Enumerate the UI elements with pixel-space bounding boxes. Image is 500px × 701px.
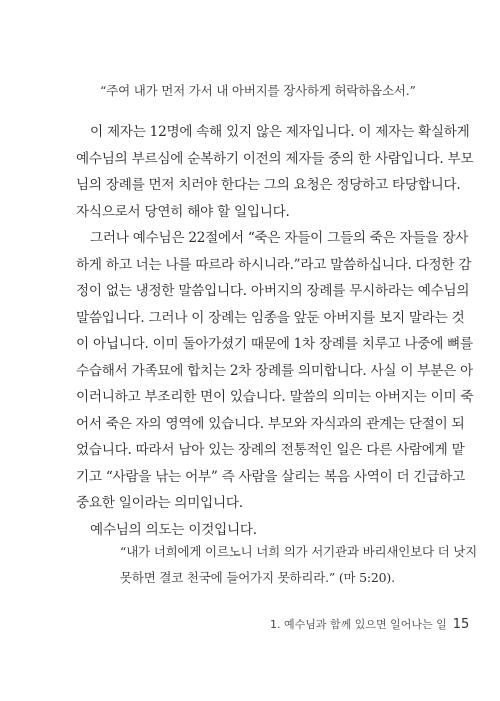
body-line: 어서 죽은 자의 영역에 있습니다. 부모와 자식과의 관계는 단절이 되 bbox=[76, 415, 465, 432]
body-line: 님의 장례를 먼저 치러야 한다는 그의 요청은 정당하고 타당합니다. bbox=[76, 177, 461, 193]
body-paragraphs bbox=[76, 119, 474, 543]
closing-quote-line-2: 못하면 결코 천국에 들어가지 못하리라.” (마 5:20). bbox=[120, 570, 395, 585]
body-line: 정이 없는 냉정한 말씀입니다. 아버지의 장례를 무시하라는 예수님의 bbox=[76, 283, 470, 299]
body-line: 말씀입니다. 그러나 이 장례는 임종을 앞둔 아버지를 보지 말라는 것 bbox=[76, 309, 465, 326]
body-line: 자식으로서 당연히 해야 할 일입니다. bbox=[76, 203, 290, 220]
closing-scripture-quote bbox=[120, 539, 478, 591]
page-number: 15 bbox=[452, 617, 470, 632]
body-line: 기고 “사람을 낚는 어부” 즉 사람을 살리는 복음 사역이 더 긴급하고 bbox=[76, 468, 466, 485]
body-line: 이 제자는 12명에 속해 있지 않은 제자입니다. 이 제자는 확실하게 bbox=[90, 124, 470, 140]
body-line: 중요한 일이라는 의미입니다. bbox=[76, 495, 243, 511]
body-line: 그러나 예수님은 22절에서 “죽은 자들이 그들의 죽은 자들을 장사 bbox=[90, 230, 469, 246]
body-line: 수습해서 가족묘에 합치는 2차 장례를 의미합니다. 사실 이 부분은 아 bbox=[76, 362, 473, 379]
chapter-running-title: 1. 예수님과 함께 있으면 일어나는 일 bbox=[270, 618, 447, 631]
page-footer bbox=[270, 616, 470, 632]
closing-quote-line-1: “내가 너희에게 이르노니 너희 의가 서기관과 바리새인보다 더 낫지 bbox=[120, 544, 478, 559]
opening-scripture-quote: “주여 내가 먼저 가서 내 아버지를 장사하게 허락하옵소서.” bbox=[100, 83, 416, 98]
body-line: 예수님의 의도는 이것입니다. bbox=[90, 521, 257, 538]
body-line: 예수님의 부르심에 순복하기 이전의 제자들 중의 한 사람입니다. 부모 bbox=[76, 150, 474, 167]
body-line: 이러니하고 부조리한 면이 있습니다. 말씀의 의미는 아버지는 이미 죽 bbox=[76, 389, 474, 405]
body-line: 었습니다. 따라서 남아 있는 장례의 전통적인 일은 다른 사람에게 맡 bbox=[76, 442, 465, 458]
body-line: 이 아닙니다. 이미 돌아가셨기 때문에 1차 장례를 치루고 나중에 뼈를 bbox=[76, 336, 473, 352]
body-line: 하게 하고 너는 나를 따르라 하시니라.”라고 말씀하십니다. 다정한 감 bbox=[76, 256, 472, 273]
